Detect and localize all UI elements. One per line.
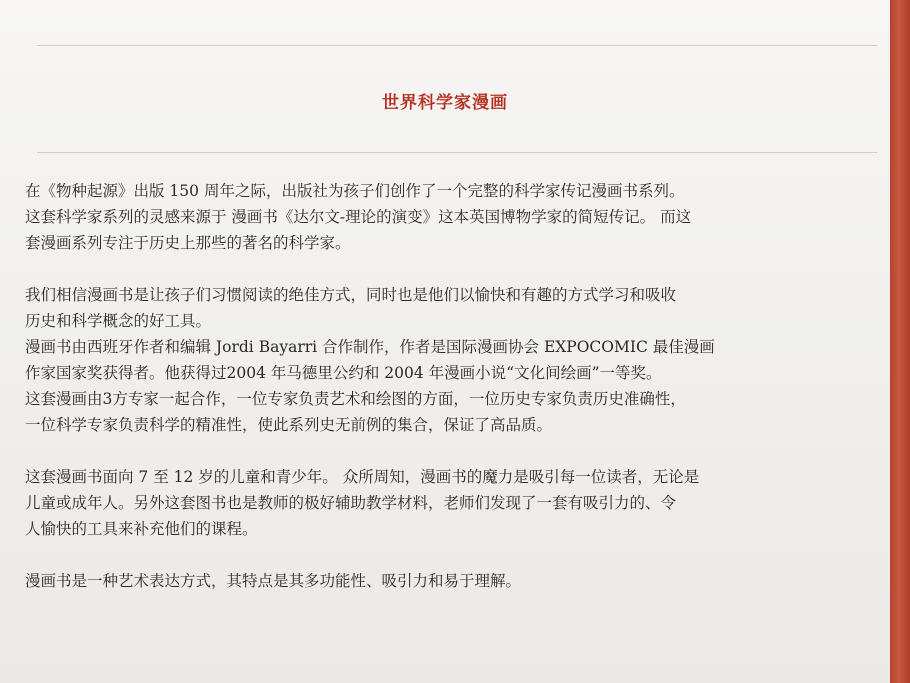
- paragraph-gap: [25, 542, 873, 568]
- top-divider: [37, 45, 877, 46]
- paragraph-intro: 在《物种起源》出版 150 周年之际，出版社为孩子们创作了一个完整的科学家传记漫画书系列。 这套科学家系列的灵感来源于 漫画书《达尔文-理论的演变》这本英国博物学家的简短传记。 而这 套漫画系列专注于历史上那些的著名的科学家。: [25, 182, 692, 252]
- body-text: [25, 178, 873, 594]
- paragraph-gap: [25, 256, 873, 282]
- paragraph-gap: [25, 438, 873, 464]
- page-title: 世界科学家漫画: [382, 93, 508, 113]
- paragraph-about-author: 我们相信漫画书是让孩子们习惯阅读的绝佳方式，同时也是他们以愉快和有趣的方式学习和吸收 历史和科学概念的好工具。 漫画书由西班牙作者和编辑 Jordi Bayarri 合作制作，作者是国际漫画协会 EXPOCOMIC 最佳漫画 作家国家奖获得者。他获得过2004 年马德里公约和 2004 年漫画小说“文化间绘画”一等奖。 这套漫画由3方专家一起合作，一位专家负责艺术和绘图的方面，一位历史专家负责历史准确性， 一位科学专家负责科学的精准性，使此系列史无前例的集合，保证了高品质。: [25, 286, 715, 434]
- paragraph-conclusion: 漫画书是一种艺术表达方式，其特点是其多功能性、吸引力和易于理解。: [25, 572, 522, 590]
- paragraph-audience: 这套漫画书面向 7 至 12 岁的儿童和青少年。 众所周知，漫画书的魔力是吸引每一位读者，无论是 儿童或成年人。另外这套图书也是教师的极好辅助教学材料，老师们发现了一套有吸引力的、令 人愉快的工具来补充他们的课程。: [25, 468, 700, 538]
- title-divider: [37, 152, 877, 153]
- right-accent-bar: [890, 0, 910, 683]
